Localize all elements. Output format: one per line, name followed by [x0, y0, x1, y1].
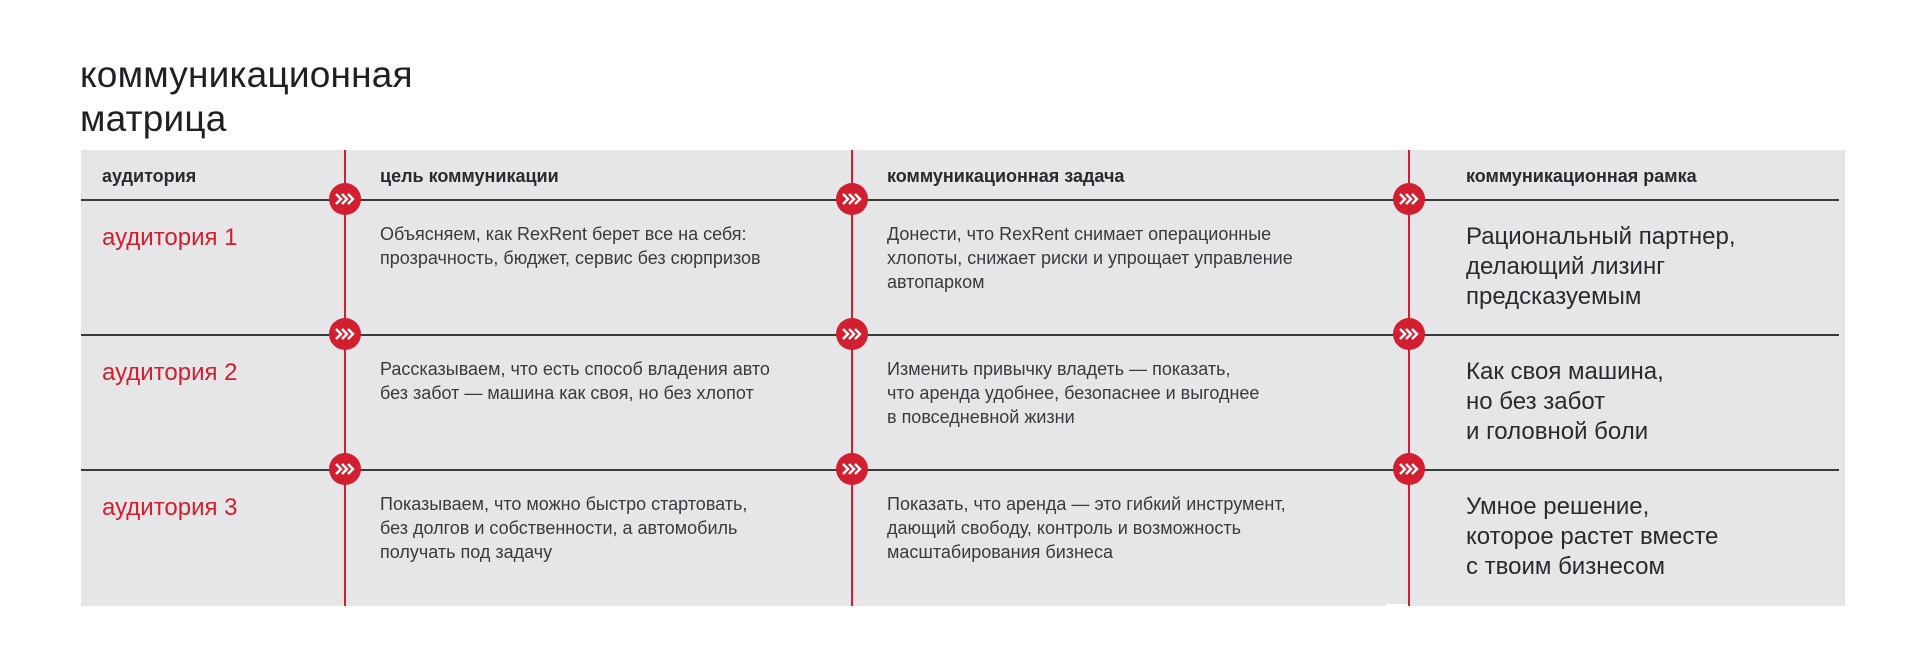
header-task: коммуникационная задача	[887, 166, 1125, 186]
task-cell-2-line-3: в повседневной жизни	[887, 407, 1075, 427]
task-cell-1-line-2: хлопоты, снижает риски и упрощает управление	[887, 248, 1293, 268]
triple-chevron-right-icon	[1393, 453, 1425, 485]
frame-cell-3-line-2: которое растет вместе	[1466, 523, 1719, 550]
page-title-line-2: матрица	[80, 97, 227, 139]
goal-cell-1-line-1: Объясняем, как RexRent берет все на себя:	[380, 224, 747, 244]
goal-cell-2-line-1: Рассказываем, что есть способ владения авто	[380, 359, 770, 379]
goal-cell-1-line-2: прозрачность, бюджет, сервис без сюрпризов	[380, 248, 761, 268]
goal-cell-2-line-2: без забот — машина как своя, но без хлопот	[380, 383, 754, 403]
frame-cell-2	[1466, 357, 1664, 447]
goal-cell-3	[380, 492, 747, 564]
task-cell-3-line-2: дающий свободу, контроль и возможность	[887, 518, 1241, 538]
column-divider-3	[1408, 150, 1410, 606]
column-divider-1	[344, 150, 346, 606]
audience-label-2: аудитория 2	[102, 359, 238, 386]
audience-label-1: аудитория 1	[102, 224, 238, 251]
page-title-line-1: коммуникационная	[80, 53, 413, 95]
frame-cell-3-line-1: Умное решение,	[1466, 493, 1650, 520]
triple-chevron-right-icon	[329, 183, 361, 215]
frame-cell-3	[1466, 492, 1718, 582]
audience-label-3: аудитория 3	[102, 494, 238, 521]
triple-chevron-right-icon	[1393, 183, 1425, 215]
frame-cell-1-line-1: Рациональный партнер,	[1466, 223, 1736, 250]
goal-cell-3-line-3: получать под задачу	[380, 542, 553, 562]
triple-chevron-right-icon	[329, 318, 361, 350]
goal-cell-1	[380, 222, 761, 270]
frame-cell-3-line-3: с твоим бизнесом	[1466, 553, 1665, 580]
task-cell-1	[887, 222, 1293, 294]
frame-cell-2-line-1: Как своя машина,	[1466, 358, 1664, 385]
frame-cell-1	[1466, 222, 1736, 312]
triple-chevron-right-icon	[836, 318, 868, 350]
task-cell-3-line-1: Показать, что аренда — это гибкий инструмент,	[887, 494, 1286, 514]
task-cell-3	[887, 492, 1286, 564]
frame-cell-2-line-2: но без забот	[1466, 388, 1606, 415]
table-corner-gap	[1386, 604, 1408, 614]
goal-cell-2	[380, 357, 770, 405]
header-frame: коммуникационная рамка	[1466, 166, 1697, 186]
task-cell-2-line-1: Изменить привычку владеть — показать,	[887, 359, 1231, 379]
goal-cell-3-line-1: Показываем, что можно быстро стартовать,	[380, 494, 748, 514]
task-cell-1-line-3: автопарком	[887, 272, 985, 292]
triple-chevron-right-icon	[836, 183, 868, 215]
column-divider-2	[851, 150, 853, 606]
triple-chevron-right-icon	[329, 453, 361, 485]
header-goal: цель коммуникации	[380, 166, 559, 186]
task-cell-2-line-2: что аренда удобнее, безопаснее и выгоднее	[887, 383, 1260, 403]
goal-cell-3-line-2: без долгов и собственности, а автомобиль	[380, 518, 738, 538]
triple-chevron-right-icon	[1393, 318, 1425, 350]
task-cell-3-line-3: масштабирования бизнеса	[887, 542, 1113, 562]
task-cell-1-line-1: Донести, что RexRent снимает операционные	[887, 224, 1272, 244]
frame-cell-1-line-2: делающий лизинг	[1466, 253, 1665, 280]
triple-chevron-right-icon	[836, 453, 868, 485]
page-title	[80, 53, 413, 141]
task-cell-2	[887, 357, 1259, 429]
frame-cell-1-line-3: предсказуемым	[1466, 283, 1642, 310]
header-audience: аудитория	[102, 166, 197, 186]
frame-cell-2-line-3: и головной боли	[1466, 418, 1649, 445]
